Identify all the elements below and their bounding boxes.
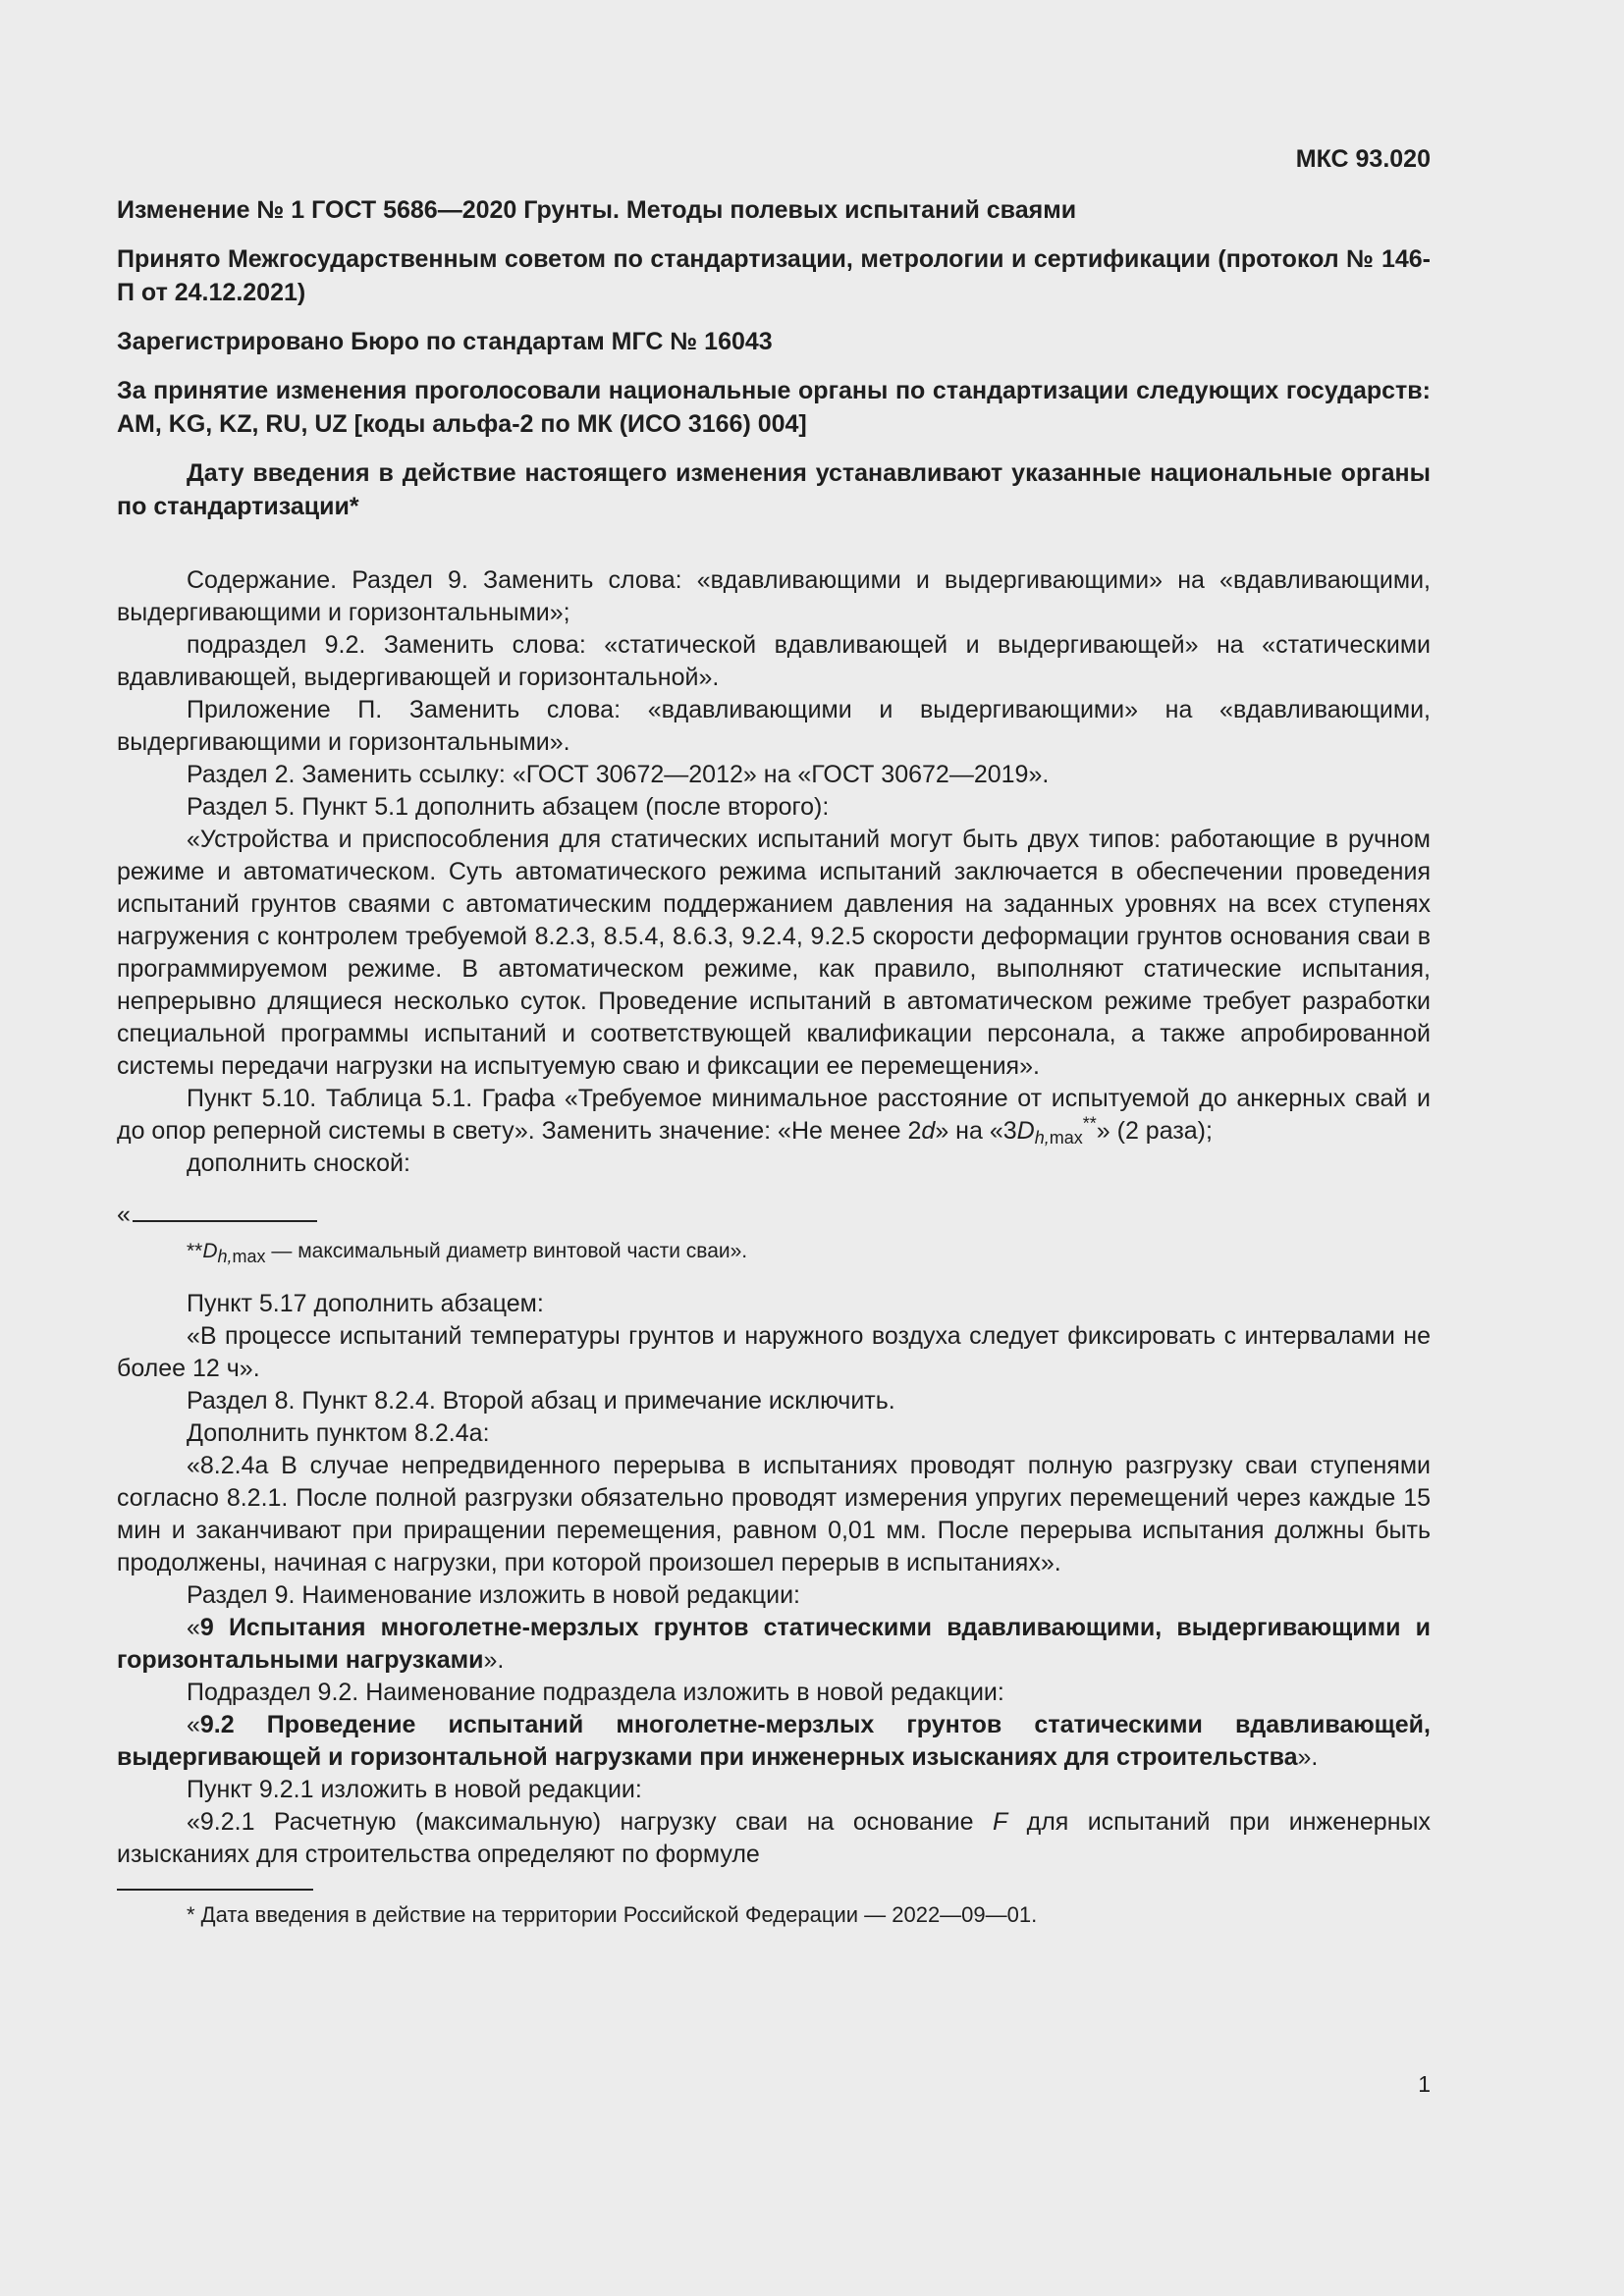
page-footnote: * Дата введения в действие на территории Российской Федерации — 2022—09—01. [187, 1902, 1038, 1927]
inserted-footnote-separator: « [117, 1200, 1431, 1229]
paragraph: Раздел 8. Пункт 8.2.4. Второй абзац и примечание исключить. [187, 1387, 895, 1415]
spacer [117, 539, 1431, 564]
paragraph: Пункт 5.17 дополнить абзацем: [187, 1290, 544, 1317]
paragraph: Раздел 5. Пункт 5.1 дополнить абзацем (после второго): [187, 793, 830, 821]
paragraph: «8.2.4а В случае непредвиденного перерыва в испытаниях проводят полную разгрузку сваи ступенями согласно 8.2.1. После полной разгрузки обязательно проводят измерения упругих перемещений через каждые 15 мин и заканчивают при приращении перемещения, равном 0,01 мм. После перерыва испытания должны быть продолжены, начиная с нагрузки, при которой произошел перерыв в испытаниях». [117, 1452, 1431, 1576]
paragraph: подраздел 9.2. Заменить слова: «статической вдавливающей и выдергивающей» на «статическими вдавливающей, выдергивающей и горизонтальной». [117, 631, 1431, 691]
paragraph: Подраздел 9.2. Наименование подраздела изложить в новой редакции: [187, 1679, 1004, 1706]
page-number: 1 [1418, 2071, 1431, 2097]
effective-date-statement: Дату введения в действие настоящего изменения устанавливают указанные национальные органы по стандартизации* [117, 459, 1431, 520]
paragraph: Пункт 9.2.1 изложить в новой редакции: [187, 1776, 642, 1803]
paragraph: Раздел 9. Наименование изложить в новой редакции: [187, 1581, 800, 1609]
paragraph: Раздел 2. Заменить ссылку: «ГОСТ 30672—2012» на «ГОСТ 30672—2019». [187, 761, 1050, 788]
paragraph: Приложение П. Заменить слова: «вдавливающими и выдергивающими» на «вдавливающими, выдергивающими и горизонтальными». [117, 696, 1431, 756]
paragraph: дополнить сноской: [187, 1149, 410, 1177]
paragraph: Содержание. Раздел 9. Заменить слова: «вдавливающими и выдергивающими» на «вдавливающими, выдергивающими и горизонтальными»; [117, 566, 1431, 626]
subsection-9-2-title-change: «9.2 Проведение испытаний многолетне-мерзлых грунтов статическими вдавливающей, выдергивающей и горизонтальной нагрузками при инженерных изысканиях для строительства». [117, 1711, 1431, 1771]
section-9-title-change: «9 Испытания многолетне-мерзлых грунтов статическими вдавливающими, выдергивающими и горизонтальными нагрузками». [117, 1614, 1431, 1674]
inserted-footnote: $**D_{h,max}$ — максимальный диаметр винтовой части сваи». [187, 1240, 748, 1266]
mks-code: МКС 93.020 [1295, 145, 1431, 173]
adopted-statement: Принято Межгосударственным советом по стандартизации, метрологии и сертификации (протокол № 146-П от 24.12.2021) [117, 245, 1431, 306]
document-title: Изменение № 1 ГОСТ 5686—2020 Грунты. Методы полевых испытаний сваями [117, 196, 1077, 224]
voting-statement: За принятие изменения проголосовали национальные органы по стандартизации следующих государств: AM, KG, KZ, RU, UZ [коды альфа-2 по МК (ИСО 3166) 004] [117, 377, 1431, 438]
paragraph: «В процессе испытаний температуры грунтов и наружного воздуха следует фиксировать с интервалами не более 12 ч». [117, 1322, 1431, 1382]
paragraph-table-change: Пункт 5.10. Таблица 5.1. Графа «Требуемое минимальное расстояние от испытуемой до анкерных свай и до опор реперной системы в свету». Заменить значение: «Не менее 2d» на «$3D_{h,max}^{**}$» (2 раза); [117, 1085, 1431, 1148]
paragraph: Дополнить пунктом 8.2.4а: [187, 1419, 490, 1447]
paragraph: «9.2.1 Расчетную (максимальную) нагрузку сваи на основание F для испытаний при инженерных изысканиях для строительства определяют по формуле [117, 1808, 1431, 1868]
paragraph: «Устройства и приспособления для статических испытаний могут быть двух типов: работающие в ручном режиме и автоматическом. Суть автоматического режима испытаний заключается в обеспечении проведения испытаний грунтов сваями с автоматическим поддержанием давления на заданных уровнях на всех ступенях нагружения с контролем требуемой 8.2.3, 8.5.4, 8.6.3, 9.2.4, 9.2.5 скорости деформации грунтов основания сваи в программируемом режиме. В автоматическом режиме, как правило, выполняют статические испытания, непрерывно длящиеся несколько суток. Проведение испытаний в автоматическом режиме требует разработки специальной программы испытаний и соответствующей квалификации персонала, а также апробированной системы передачи нагрузки на испытуемую сваю и фиксации ее перемещения». [117, 826, 1431, 1080]
registration-statement: Зарегистрировано Бюро по стандартам МГС № 16043 [117, 328, 773, 355]
footnote-separator [117, 1889, 313, 1891]
